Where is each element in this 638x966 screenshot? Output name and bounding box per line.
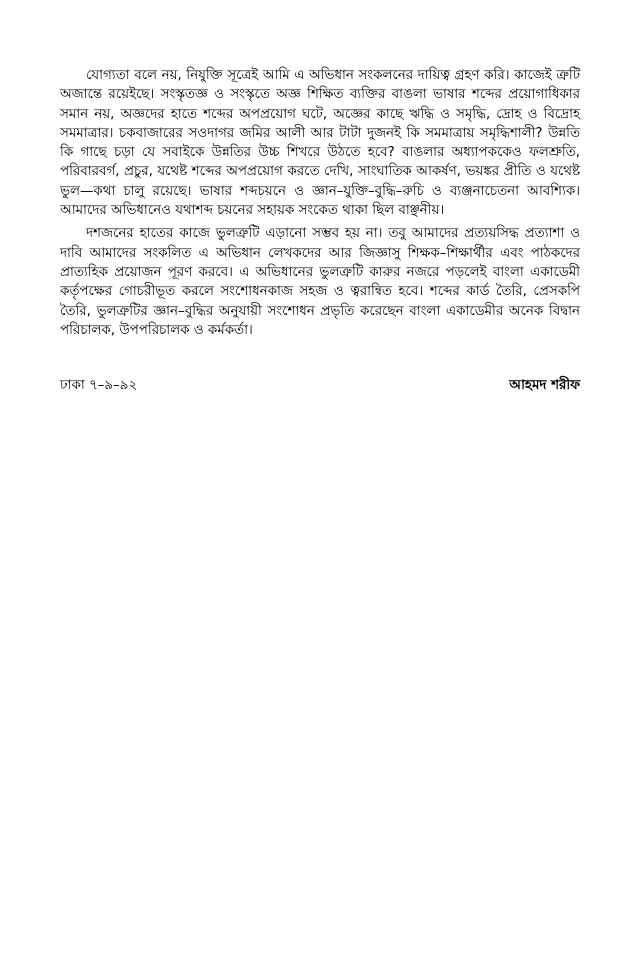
paragraph-2: দশজনের হাতের কাজে ভুলত্রুটি এড়ানো সম্ভব হয় না। তবু আমাদের প্রত্যয়সিদ্ধ প্রত্যাশা ও দাবি আমাদের সংকলিত এ অভিধান লেখকদের আর জিজ্ঞাসু শিক্ষক–শিক্ষার্থীর এবং পাঠকদের প্রাত্যহিক প্রয়োজন পূরণ করবে। এ অভিধানের ভুলত্রুটি কারুর নজরে পড়লেই বাংলা একাডেমী কর্তৃপক্ষের গোচরীভূত করলে সংশোধনকাজ সহজ ও ত্বরান্বিত হবে। শব্দের কার্ড তৈরি, প্রেসকপি তৈরি, ভুলত্রুটির জ্ঞান–বুদ্ধির অনুযায়ী সংশোধন প্রভৃতি করেছেন বাংলা একাডেমীর অনেক বিদ্বান পরিচালক, উপপরিচালক ও কর্মকর্তা।	[60, 226, 580, 338]
preface-body	[60, 66, 580, 340]
paragraph-1: যোগ্যতা বলে নয়, নিযুক্তি সূত্রেই আমি এ অভিধান সংকলনের দায়িত্ব গ্রহণ করি। কাজেই ত্রুটি অজান্তে রয়েইছে। সংস্কৃতজ্ঞ ও সংস্কৃতে অজ্ঞ শিক্ষিত ব্যক্তির বাঙলা ভাষার শব্দের প্রয়োগাধিকার সমান নয়, অজ্ঞদের হাতে শব্দের অপপ্রয়োগ ঘটে, অজ্ঞের কাছে ঋদ্ধি ও সমৃদ্ধি, দ্রোহ ও বিদ্রোহ সমমাত্রার। চকবাজারের সওদাগর জমির আলী আর টাটা দুজনই কি সমমাত্রায় সমৃদ্ধিশালী? উন্নতি কি গাছে চড়া যে সবাইকে উন্নতির উচ্চ শিখরে উঠতে হবে? বাঙলার অধ্যাপককেও ফলশ্রুতি, পরিবারবর্গ, প্রচুর, যথেষ্ট শব্দের অপপ্রয়োগ করতে দেখি, সাংঘাতিক আকর্ষণ, ভয়ঙ্কর প্রীতি ও যথেষ্ট ভুল—কথা চালু রয়েছে। ভাষার শব্দচয়নে ও জ্ঞান–যুক্তি–বুদ্ধি–রুচি ও ব্যঞ্জনাচেতনা আবশ্যিক। আমাদের অভিধানেও যথাশব্দ চয়নের সহায়ক সংকেত থাকা ছিল বাঞ্ছনীয়।	[60, 68, 580, 219]
place-date: ঢাকা ৭–৯–৯২	[60, 378, 138, 393]
author-name: আহমদ শরীফ	[509, 378, 580, 393]
signoff	[60, 376, 580, 395]
